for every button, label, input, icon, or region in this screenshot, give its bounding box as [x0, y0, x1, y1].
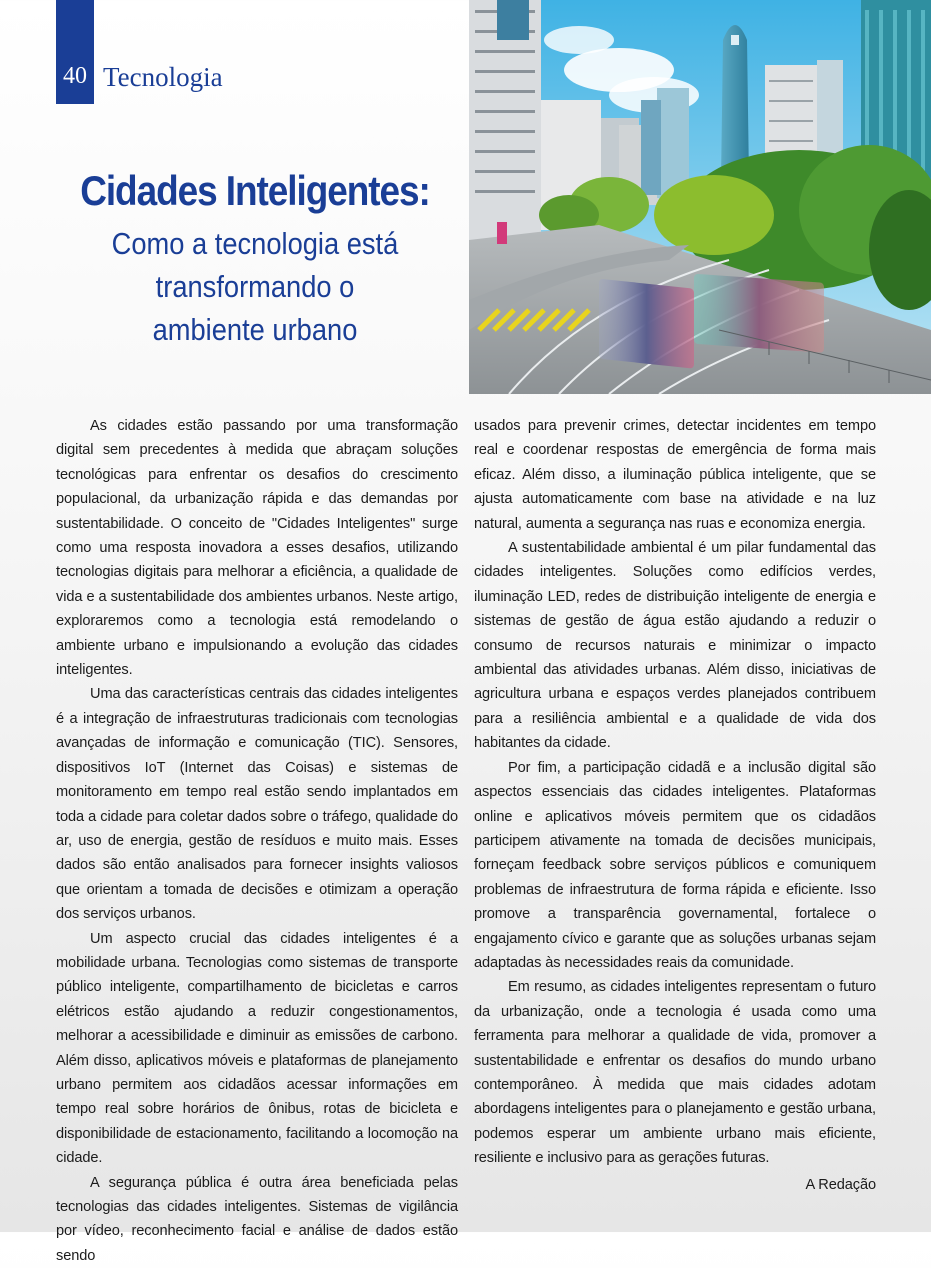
article-paragraph: usados para prevenir crimes, detectar incidentes em tempo real e coordenar respostas de emergência de forma mais eficaz. Além disso, a iluminação pública inteligente, que se ajusta automaticamente com base na atividade e na luz natural, aumenta a segurança nas ruas e economiza energia.	[474, 418, 876, 532]
city-photo	[469, 0, 931, 394]
section-label: Tecnologia	[103, 62, 223, 92]
article-paragraph: Uma das características centrais das cidades inteligentes é a integração de infraestruturas tradicionais com tecnologias avançadas de informação e comunicação (TIC). Sensores, dispositivos IoT (Internet das Coisas) e sistemas de monitoramento em tempo real estão sendo implantados em toda a cidade para coletar dados sobre o tráfego, qualidade do ar, uso de energia, gestão de resíduos e muito mais. Esses dados são então analisados para fornecer insights valiosos que orientam a tomada de decisões e otimizam a operação dos serviços urbanos.	[56, 686, 458, 923]
article-paragraph: A segurança pública é outra área beneficiada pelas tecnologias das cidades inteligentes. Sistemas de vigilância por vídeo, reconhecimento facial e análise de dados estão sendo	[56, 1174, 458, 1264]
article-subtitle-line: ambiente urbano	[152, 312, 358, 347]
article-paragraph: A sustentabilidade ambiental é um pilar fundamental das cidades inteligentes. Soluções como edifícios verdes, iluminação LED, redes de distribuição inteligente de energia e sistemas de gestão de água estão ajudando a reduzir o consumo de recursos naturais e minimizar o impacto ambiental das atividades urbanas. Além disso, iniciativas de agricultura urbana e espaços verdes planejados contribuem para a resiliência ambiental e a qualidade de vida dos habitantes da cidade.	[474, 540, 876, 752]
article-paragraph: Um aspecto crucial das cidades inteligentes é a mobilidade urbana. Tecnologias como sistemas de transporte público inteligente, compartilhamento de bicicletas e carros elétricos estão ajudando a reduzir congestionamentos, melhorar a acessibilidade e diminuir as emissões de carbono. Além disso, aplicativos móveis e plataformas de planejamento urbano permitem aos cidadãos acessar informações em tempo real sobre horários de ônibus, rotas de bicicleta e disponibilidade de estacionamento, facilitando a locomoção na cidade.	[56, 930, 458, 1167]
article-signature: A Redação	[805, 1176, 876, 1193]
article-paragraph: Em resumo, as cidades inteligentes representam o futuro da urbanização, onde a tecnologia é usada como uma ferramenta para melhorar a qualidade de vida, promover a sustentabilidade e enfrentar os desafios do mundo urbano contemporâneo. À medida que mais cidades adotam abordagens inteligentes para o planejamento e gestão urbana, podemos esperar um ambiente urbano mais eficiente, resiliente e inclusivo para as gerações futuras.	[474, 979, 876, 1167]
article-subtitle-line: transformando o	[155, 269, 355, 304]
article-subtitle-line: Como a tecnologia está	[111, 226, 399, 261]
article-title-block	[40, 166, 470, 351]
article-subtitle	[66, 222, 444, 351]
article-title: Cidades Inteligentes:	[80, 167, 430, 214]
article-column-left	[56, 414, 458, 1268]
article-column-right	[474, 414, 876, 1197]
article-paragraph: As cidades estão passando por uma transformação digital sem precedentes à medida que abraçam soluções tecnológicas para enfrentar os desafios do crescimento populacional, da urbanização rápida e das demandas por sustentabilidade. O conceito de "Cidades Inteligentes" surge como uma resposta inovadora a esses desafios, utilizando tecnologias digitais para melhorar a eficiência, a qualidade de vida e a sustentabilidade dos ambientes urbanos. Neste artigo, exploraremos como a tecnologia está remodelando o ambiente urbano e impulsionando a evolução das cidades inteligentes.	[56, 418, 458, 679]
page-number: 40	[63, 63, 87, 89]
article-paragraph: Por fim, a participação cidadã e a inclusão digital são aspectos essenciais das cidades inteligentes. Plataformas online e aplicativos móveis permitem que os cidadãos participem ativamente na tomada de decisões municipais, forneçam feedback sobre serviços públicos e comuniquem problemas de infraestrutura de forma rápida e eficiente. Isso promove a transparência governamental, fortalece o engajamento cívico e garante que as soluções urbanas sejam adaptadas às necessidades reais da comunidade.	[474, 759, 876, 971]
